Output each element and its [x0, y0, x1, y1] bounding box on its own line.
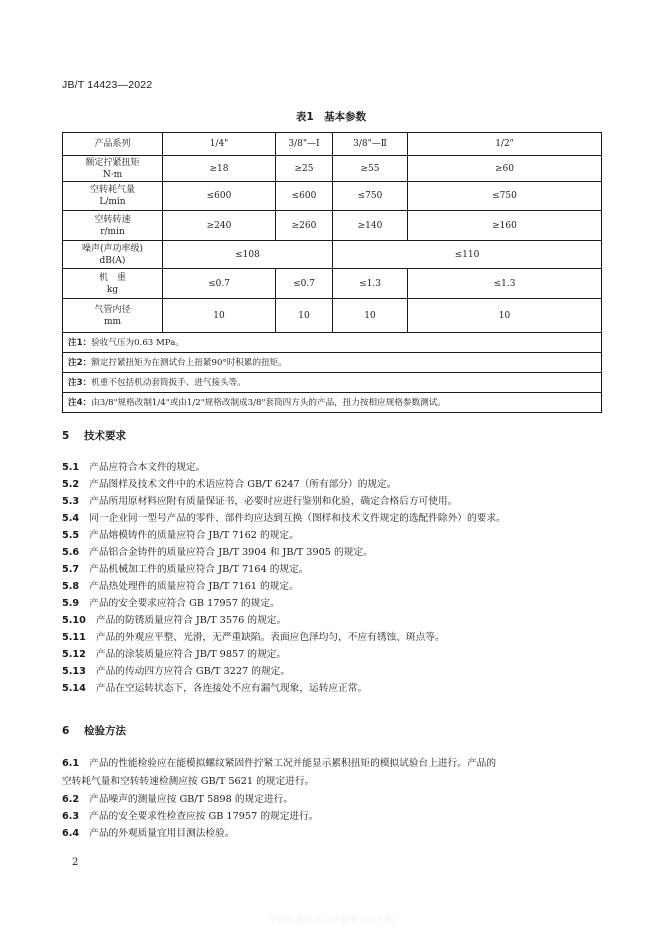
row-label-name: 额定拧紧扭矩: [85, 157, 140, 168]
clause-text: 产品的涂装质量应符合 JB/T 9857 的规定。: [95, 649, 287, 660]
note-text: 由3/8"规格改制1/4"或由1/2"规格改制成3/8"套筒四方头的产品，扭力按相应规格参数测试。: [91, 397, 446, 408]
clause: [62, 562, 602, 578]
note-tag: 注2：: [68, 357, 92, 368]
clause-text: 产品图样及技术文件中的术语应符合 GB/T 6247（所有部分）的规定。: [89, 479, 397, 490]
clause-number: 5.13: [62, 666, 86, 677]
clause: [62, 596, 602, 612]
table-cell-merged: ≤110: [333, 241, 602, 269]
table-cell: ≥25: [276, 156, 333, 182]
clause-number: 5.11: [62, 632, 86, 643]
table-cell: ≤1.3: [408, 269, 602, 299]
table-cell: 10: [163, 299, 276, 333]
table-cell: 3/8"—Ⅱ: [333, 133, 408, 156]
row-label-name: 气管内径: [94, 304, 131, 315]
clause-number: 5.14: [62, 683, 86, 694]
clause-text: 空转耗气量和空转转速检测应按 GB/T 5621 的规定进行。: [62, 776, 315, 787]
clause-number: 5.10: [62, 615, 86, 626]
clause-text: 产品所用原材料应附有质量保证书，必要时应进行鉴别和化验，确定合格后方可使用。: [89, 496, 458, 507]
table-cell: ≥18: [163, 156, 276, 182]
table-row: [63, 211, 602, 241]
table-cell: ≥260: [276, 211, 333, 241]
clause: [62, 647, 602, 663]
clause: [62, 545, 602, 561]
table-cell: 10: [276, 299, 333, 333]
clause-number: 6.3: [62, 811, 80, 822]
table-note: [63, 333, 602, 353]
clause: [62, 511, 602, 527]
clause-text: 产品在空运转状态下，各连接处不应有漏气现象，运转应正常。: [95, 683, 368, 694]
row-label: [63, 182, 163, 211]
row-label: [63, 299, 163, 333]
clause: [62, 613, 602, 629]
table-cell: ≥160: [408, 211, 602, 241]
table-row: [63, 182, 602, 211]
clause: [62, 477, 602, 493]
table-cell: 10: [408, 299, 602, 333]
table-cell: ≥240: [163, 211, 276, 241]
section-number: 5: [62, 430, 70, 442]
clause: [62, 792, 602, 808]
table-row: [63, 269, 602, 299]
table-row: [63, 133, 602, 156]
row-label-unit: r/min: [100, 226, 125, 237]
table-note-row: [63, 333, 602, 353]
table-cell: 1/2": [408, 133, 602, 156]
clause-text: 产品的安全要求性检查应按 GB 17957 的规定进行。: [89, 811, 319, 822]
clause: [62, 579, 602, 595]
table-cell: ≤600: [276, 182, 333, 211]
clause-number: 5.9: [62, 598, 80, 609]
table-title: 表1 基本参数: [295, 111, 367, 123]
table-cell: ≤750: [408, 182, 602, 211]
table-cell: 3/8"—Ⅰ: [276, 133, 333, 156]
note-text: 机重不包括机动套筒扳手、进气接头等。: [91, 377, 246, 388]
table-cell: ≤1.3: [333, 269, 408, 299]
clause-text: 产品的安全要求应符合 GB 17957 的规定。: [89, 598, 280, 609]
table-cell: 10: [333, 299, 408, 333]
clause-number: 6.4: [62, 828, 80, 839]
section-title: 检验方法: [84, 725, 126, 737]
clause-text: 产品的传动四方应符合 GB/T 3227 的规定。: [95, 666, 291, 677]
clause-number: 5.6: [62, 547, 80, 558]
clause-text: 产品的性能检验应在能模拟螺纹紧固件拧紧工况并能显示累积扭矩的模拟试验台上进行。产品的: [89, 758, 497, 769]
table-cell: ≥140: [333, 211, 408, 241]
clause-text: 产品应符合本文件的规定。: [89, 462, 206, 473]
table-note-row: [63, 353, 602, 373]
clause-number: 5.12: [62, 649, 86, 660]
clause-text: 产品噪声的测量应按 GB/T 5898 的规定进行。: [89, 794, 293, 805]
row-label: [63, 241, 163, 269]
table-row: [63, 299, 602, 333]
clause-number: 5.7: [62, 564, 80, 575]
table-note-row: [63, 373, 602, 393]
clause: [62, 460, 602, 476]
clause-number: 5.5: [62, 530, 80, 541]
note-text: 验收气压为0.63 MPa。: [91, 337, 184, 348]
clause: [62, 528, 602, 544]
table-note: [63, 373, 602, 393]
clause-number: 6.2: [62, 794, 80, 805]
table-cell-merged: ≤108: [163, 241, 333, 269]
clause-text: 产品的外观应平整、光滑，无严重缺陷。表面应色泽均匀，不应有锈蚀、斑点等。: [95, 632, 445, 643]
table-cell: ≥55: [333, 156, 408, 182]
section-title: 技术要求: [84, 430, 126, 442]
clause: [62, 664, 602, 680]
clause: [62, 681, 602, 697]
note-text: 额定拧紧扭矩为在测试台上扭紧90°时积累的扭矩。: [91, 357, 287, 368]
row-label-name: 机 重: [98, 272, 126, 283]
clause-text: 产品机械加工件的质量应符合 JB/T 7164 的规定。: [89, 564, 309, 575]
row-label-unit: kg: [106, 284, 119, 295]
table-row: [63, 241, 602, 269]
section-heading: [62, 428, 126, 443]
row-label-unit: mm: [103, 316, 122, 327]
row-label: [63, 269, 163, 299]
table-cell: 1/4": [163, 133, 276, 156]
clause-text: 同一企业同一型号产品的零件、部件均应达到互换（图样和技术文件规定的选配件除外）的要求。: [89, 513, 506, 524]
clause-number: 5.1: [62, 462, 80, 473]
clause-text: 产品热处理件的质量应符合 JB/T 7161 的规定。: [89, 581, 299, 592]
clause-text: 产品熔模铸件的质量应符合 JB/T 7162 的规定。: [89, 530, 299, 541]
row-label-unit: N·m: [102, 169, 123, 180]
table-note: [63, 353, 602, 373]
clause-number: 5.2: [62, 479, 80, 490]
page-number: 2: [72, 857, 79, 868]
row-label: [63, 156, 163, 182]
note-tag: 注1：: [68, 337, 92, 348]
section-number: 6: [62, 725, 70, 737]
clause-text: 产品铝合金铸件的质量应符合 JB/T 3904 和 JB/T 3905 的规定。: [89, 547, 373, 558]
clause-number: 6.1: [62, 758, 80, 769]
note-tag: 注4：: [68, 397, 92, 408]
row-label: 产品系列: [63, 133, 163, 156]
watermark: 全国标准信息公共服务平台下载: [267, 916, 394, 926]
clause-text: 产品的防锈质量应符合 JB/T 3576 的规定。: [95, 615, 287, 626]
clause-number: 5.8: [62, 581, 80, 592]
row-label-name: 空转耗气量: [89, 185, 135, 195]
clause: [62, 826, 602, 842]
clause-number: 5.3: [62, 496, 80, 507]
clause-text: 产品的外观质量宜用目测法检验。: [89, 828, 235, 839]
clause: [62, 494, 602, 510]
standard-number: JB/T 14423—2022: [62, 79, 153, 91]
row-label-name: 噪声(声功率级): [81, 243, 144, 254]
clause-number: 5.4: [62, 513, 80, 524]
table-note: [63, 393, 602, 413]
row-label: [63, 211, 163, 241]
table-cell: ≥60: [408, 156, 602, 182]
table-cell: ≤750: [333, 182, 408, 211]
basic-parameters-table: [62, 132, 602, 413]
clause-continuation: [62, 774, 602, 790]
table-cell: ≤0.7: [276, 269, 333, 299]
note-tag: 注3：: [68, 377, 92, 388]
table-row: [63, 156, 602, 182]
clause: [62, 630, 602, 646]
table-cell: ≤600: [163, 182, 276, 211]
clause: [62, 756, 602, 772]
row-label-name: 空转转速: [94, 214, 131, 225]
table-cell: ≤0.7: [163, 269, 276, 299]
section-heading: [62, 723, 126, 738]
clause: [62, 809, 602, 825]
row-label-unit: dB(A): [99, 255, 126, 266]
row-label-unit: L/min: [99, 197, 126, 207]
table-note-row: [63, 393, 602, 413]
